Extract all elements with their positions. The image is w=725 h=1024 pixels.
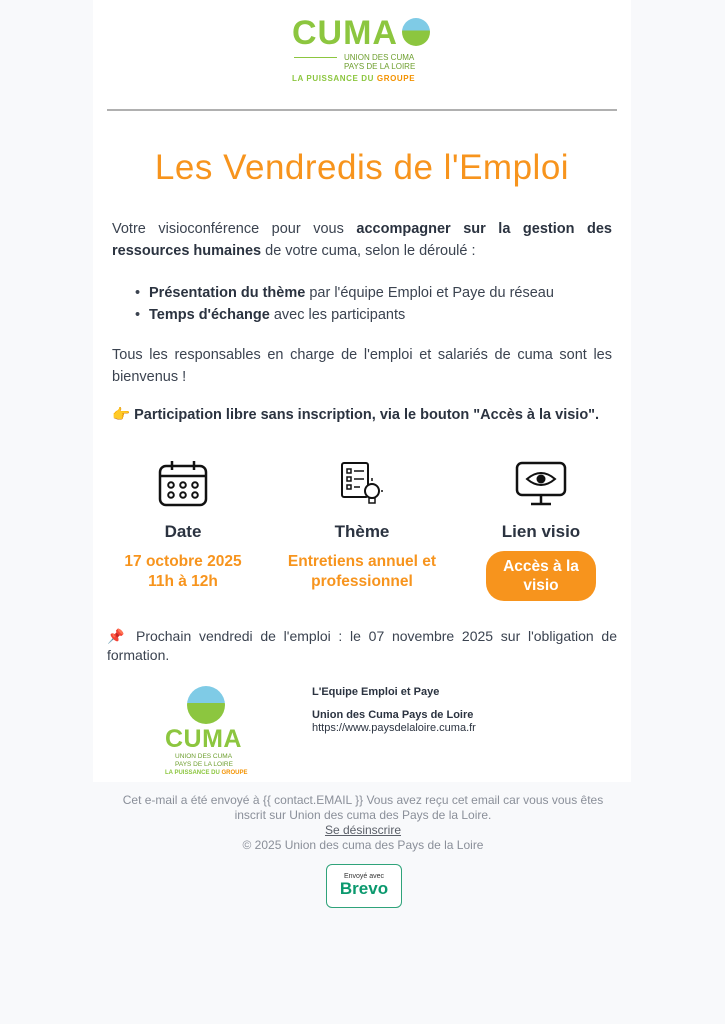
signature-url[interactable]: https://www.paysdelaloire.cuma.fr: [312, 722, 476, 734]
brevo-logo: Brevo: [339, 879, 389, 898]
checklist-icon: [277, 460, 447, 508]
logo-tagline: LA PUISSANCE DU GROUPE: [165, 770, 248, 776]
intro-paragraph: Votre visioconférence pour vous accompagner sur la gestion des ressources humaines de votre cuma, selon le déroulé :: [112, 221, 612, 259]
logo-sub1: UNION DES CUMA: [344, 53, 415, 62]
theme-value: Entretiens annuel et professionnel: [287, 553, 437, 590]
date-value: 17 octobre 2025 11h à 12h: [124, 553, 242, 590]
theme-heading: Thème: [334, 522, 390, 541]
welcome-paragraph: Tous les responsables en charge de l'emploi et salariés de cuma sont les bienvenus !: [112, 347, 612, 385]
date-heading: Date: [164, 522, 202, 541]
visio-heading: Lien visio: [501, 522, 581, 541]
logo-word: CUMA: [165, 725, 242, 753]
logo-sub1: UNION DES CUMA: [175, 753, 233, 760]
signature-team: L'Equipe Emploi et Paye: [312, 686, 440, 698]
brevo-small-text: Envoyé avec: [343, 873, 385, 880]
unsubscribe-link[interactable]: Se désinscrire: [324, 823, 402, 837]
logo-sub2: PAYS DE LA LOIRE: [344, 62, 416, 71]
footer-notice: Cet e-mail a été envoyé à {{ contact.EMAIL }} Vous avez reçu cet email car vous vous êtes inscrit sur Union des cuma des Pays de la Loire.: [122, 793, 604, 822]
list-item: • Présentation du thème par l'équipe Emploi et Paye du réseau: [149, 282, 554, 304]
email-card: [93, 0, 631, 782]
date-column: [98, 460, 268, 592]
logo-globe-icon: [402, 18, 430, 46]
visio-access-button[interactable]: Accès à la visio: [486, 551, 596, 601]
logo-globe-icon: [187, 686, 225, 724]
logo-sub2: PAYS DE LA LOIRE: [175, 761, 233, 768]
cuma-logo: [292, 15, 434, 87]
next-session-text: 📌 Prochain vendredi de l'emploi : le 07 novembre 2025 sur l'obligation de formation.: [107, 628, 617, 663]
list-item: • Temps d'échange avec les participants: [149, 304, 554, 326]
calendar-icon: [98, 460, 268, 508]
theme-column: [277, 460, 447, 592]
participation-info: 👉 Participation libre sans inscription, via le bouton "Accès à la visio".: [112, 407, 600, 423]
agenda-list: [149, 282, 554, 326]
footer-copyright: © 2025 Union des cuma des Pays de la Loire: [242, 838, 484, 852]
header-divider: [107, 109, 617, 111]
email-footer: [113, 793, 613, 853]
page-title: Les Vendredis de l'Emploi: [154, 148, 570, 187]
logo-tagline: LA PUISSANCE DU GROUPE: [292, 74, 416, 83]
signature-org: Union des Cuma Pays de Loire: [312, 709, 474, 721]
cuma-logo-bottom: [165, 686, 249, 778]
visio-column: [456, 460, 626, 601]
logo-line: [294, 57, 337, 58]
monitor-eye-icon: [456, 460, 626, 508]
brevo-badge[interactable]: [326, 864, 402, 908]
logo-word: CUMA: [292, 14, 398, 52]
